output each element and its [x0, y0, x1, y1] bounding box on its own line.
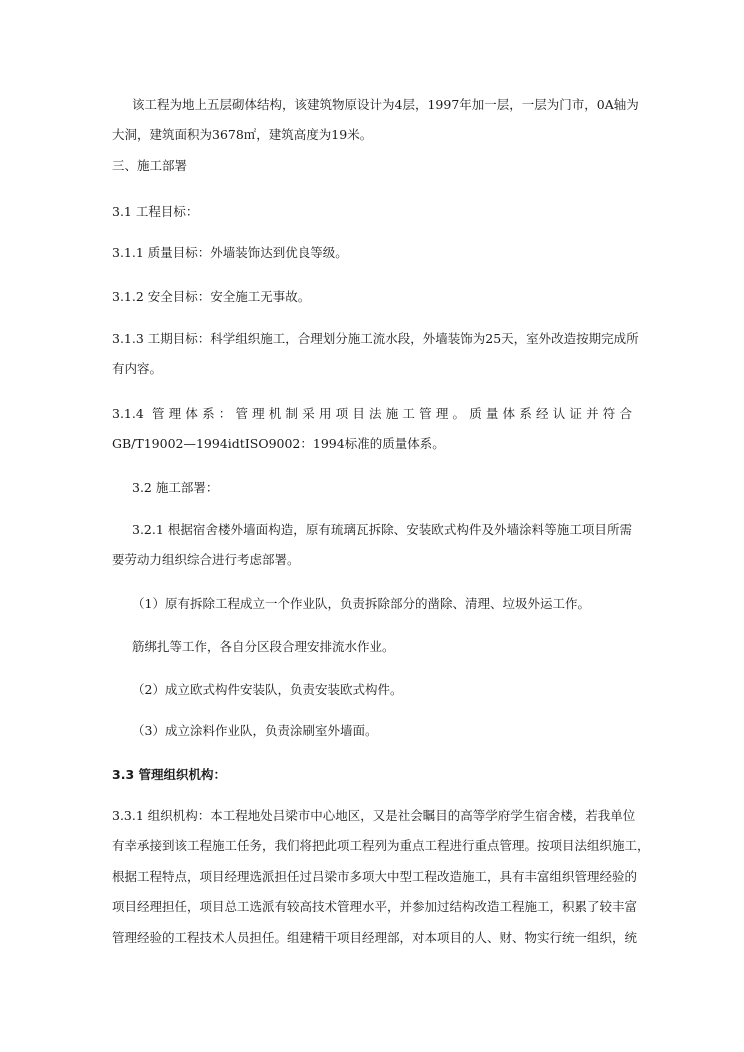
quality-goal-line: 3.1.1 质量目标：外墙装饰达到优良等级。: [112, 245, 348, 260]
subsection-heading-management-organization: 3.3 管理组织机构：: [112, 767, 226, 782]
schedule-goal-line-1: 3.1.3 工期目标：科学组织施工，合理划分施工流水段，外墙装饰为25天，室外改造按期完成所: [112, 331, 639, 346]
management-system-line-2: GB/T19002—1994idtISO9002：1994标准的质量体系。: [112, 436, 445, 451]
organization-paragraph-line-1: 3.3.1 组织机构：本工程地处吕梁市中心地区，又是社会瞩目的高等学府学生宿舍楼，若我单位: [112, 808, 636, 823]
organization-paragraph-line-4: 项目经理担任，项目总工选派有较高技术管理水平，并参加过结构改造工程施工，积累了较丰富: [112, 899, 638, 914]
list-item-demolition-team: （1）原有拆除工程成立一个作业队，负责拆除部分的凿除、清理、垃圾外运工作。: [132, 596, 590, 611]
management-system-line-1: 3.1.4 管理体系：管理机制采用项目法施工管理。质量体系经认证并符合: [112, 406, 632, 421]
safety-goal-line: 3.1.2 安全目标：安全施工无事故。: [112, 289, 311, 304]
subsection-heading-project-goals: 3.1 工程目标：: [112, 204, 199, 219]
deployment-paragraph-line-1: 3.2.1 根据宿舍楼外墙面构造，原有琉璃瓦拆除、安装欧式构件及外墙涂料等施工项目所需: [132, 522, 632, 537]
deployment-paragraph-line-2: 要劳动力组织综合进行考虑部署。: [112, 552, 300, 567]
rebar-binding-line: 筋绑扎等工作，各自分区段合理安排流水作业。: [132, 639, 395, 654]
organization-paragraph-line-5: 管理经验的工程技术人员担任。组建精干项目经理部，对本项目的人、财、物实行统一组织，统: [112, 930, 638, 945]
list-item-component-installation-team: （2）成立欧式构件安装队，负责安装欧式构件。: [132, 682, 403, 697]
subsection-heading-deployment: 3.2 施工部署：: [132, 480, 219, 495]
organization-paragraph-line-3: 根据工程特点，项目经理选派担任过吕梁市多项大中型工程改造施工，具有丰富组织管理经验的: [112, 869, 638, 884]
section-heading-construction-deployment: 三、施工部署: [112, 158, 188, 173]
schedule-goal-line-2: 有内容。: [112, 361, 163, 376]
paragraph-project-overview-line-1: 该工程为地上五层砌体结构，该建筑物原设计为4层，1997年加一层，一层为门市，0A轴为: [132, 97, 639, 112]
paragraph-project-overview-line-2: 大洞，建筑面积为3678㎡，建筑高度为19米。: [112, 127, 373, 142]
list-item-coating-team: （3）成立涂料作业队，负责涂刷室外墙面。: [132, 723, 378, 738]
organization-paragraph-line-2: 有幸承接到该工程施工任务，我们将把此项工程列为重点工程进行重点管理。按项目法组织施工，: [112, 838, 650, 853]
